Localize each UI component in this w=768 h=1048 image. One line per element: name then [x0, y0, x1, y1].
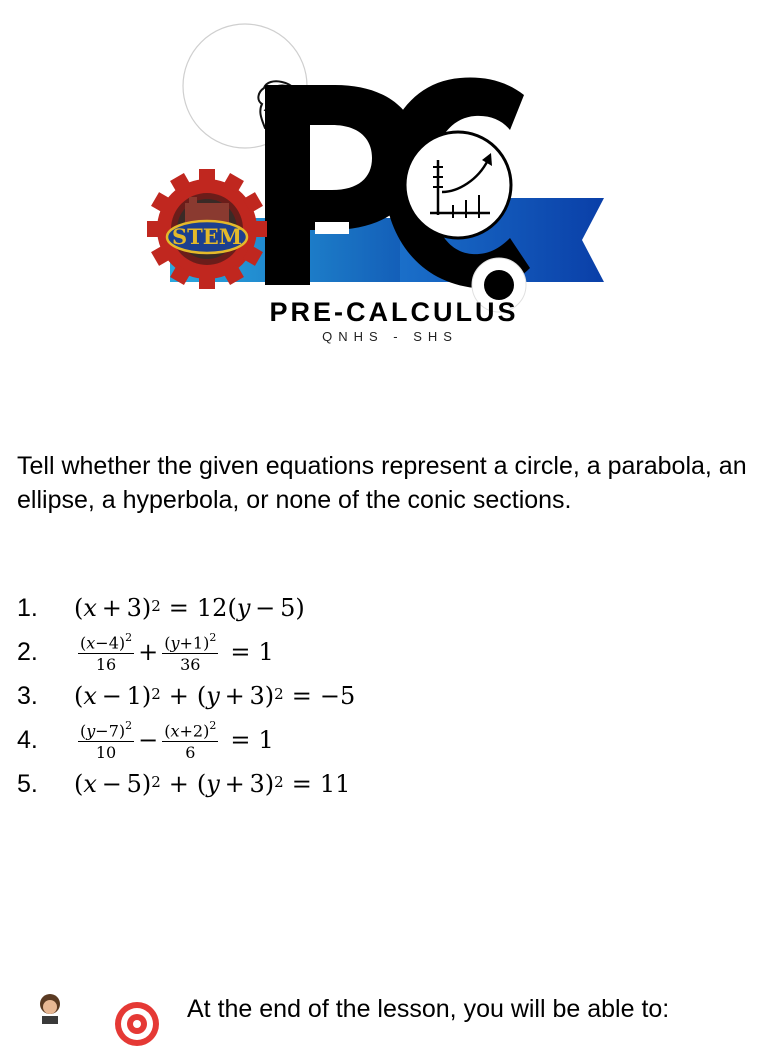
equation-number: 2.	[17, 637, 38, 666]
logo-title: PRE-CALCULUS	[269, 297, 519, 327]
equation-3: ( x − 1) $^2$ + ( y + 3) $^2$ = −5	[74, 682, 356, 710]
equation-item	[17, 674, 757, 718]
objectives-heading: At the end of the lesson, you will be able to:	[187, 995, 670, 1023]
equation-item	[17, 718, 757, 762]
equation-item	[17, 586, 757, 630]
logo-subtitle: QNHS - SHS	[322, 329, 458, 344]
instructions-text: Tell whether the given equations represent a circle, a parabola, an ellipse, a hyperbola, or none of the conic sections.	[17, 452, 747, 514]
equation-1: ( x + 3) $^2$ = 12( y − 5)	[74, 594, 305, 622]
equation-2: $\frac{(x-4)^2}{16}$ + $\frac{(y+1)^2}{36}$ = 1	[80, 630, 274, 675]
target-icon	[113, 1000, 161, 1048]
logo-dot-inner	[484, 270, 514, 300]
equation-number: 1.	[17, 593, 38, 622]
equation-5: ( x − 5) $^2$ + ( y + 3) $^2$ = 11	[74, 770, 351, 798]
equation-number: 3.	[17, 681, 38, 710]
equation-item	[17, 630, 757, 674]
equation-list	[17, 586, 757, 806]
graph-icon	[405, 132, 511, 238]
equation-number: 5.	[17, 769, 38, 798]
stem-badge-text: STEM	[171, 224, 243, 249]
person-icon	[33, 990, 67, 1024]
equation-number: 4.	[17, 725, 38, 754]
equation-item	[17, 762, 757, 806]
equation-4: $\frac{(y-7)^2}{10}$ − $\frac{(x+2)^2}{6}$ = 1	[80, 718, 274, 763]
